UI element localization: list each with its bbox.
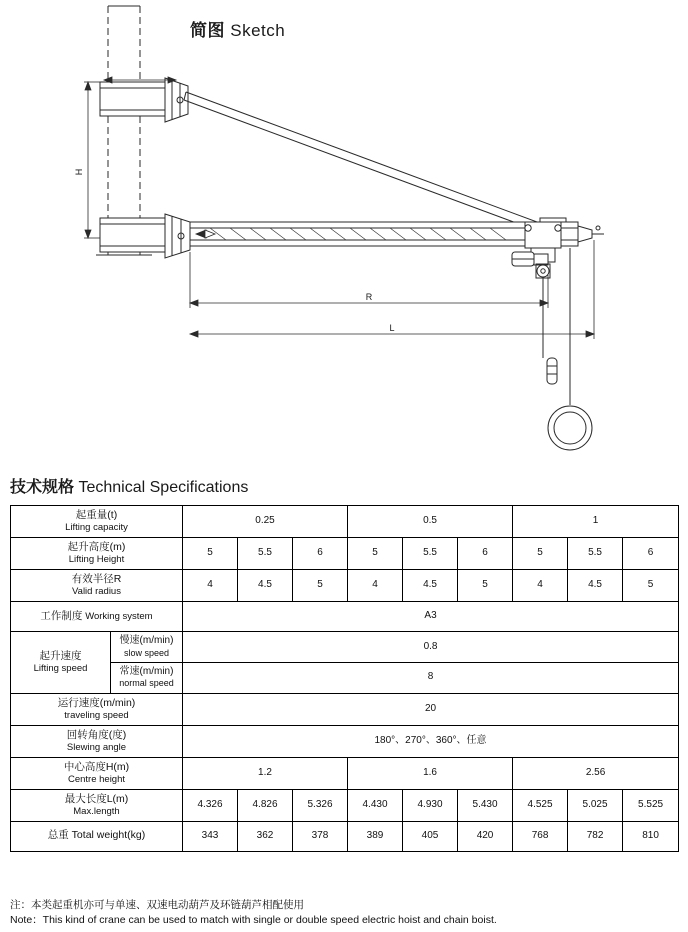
beam-end-hanger	[592, 226, 604, 234]
cell-maxlen-6: 4.525	[513, 789, 568, 821]
cell-maxlen-8: 5.525	[623, 789, 679, 821]
cell-weight-5: 420	[458, 821, 513, 851]
label-en: traveling speed	[64, 709, 129, 721]
label-cn: 慢速(m/min)	[119, 635, 174, 646]
row-label-lifting-speed	[11, 632, 111, 694]
row-label-lifting-height	[11, 538, 183, 570]
label-cn: 总重 Total weight(kg)	[47, 829, 146, 842]
cell-maxlen-0: 4.326	[183, 789, 238, 821]
row-label-slewing-angle	[11, 725, 183, 757]
cell-height-3: 5	[348, 538, 403, 570]
cell-maxlen-2: 5.326	[293, 789, 348, 821]
row-label-lifting-capacity	[11, 506, 183, 538]
label-cn: 运行速度(m/min)	[57, 696, 136, 709]
sub-label-slow-speed	[111, 632, 183, 663]
jib-crane-diagram	[0, 0, 688, 462]
row-label-max-length	[11, 789, 183, 821]
table-row	[11, 632, 679, 663]
cell-radius-6: 4	[513, 570, 568, 602]
cell-maxlen-5: 5.430	[458, 789, 513, 821]
label-cn: 中心高度H(m)	[63, 760, 130, 773]
specs-table-wrap	[10, 505, 678, 852]
cell-radius-5: 5	[458, 570, 513, 602]
label-cn: 起重量(t)	[75, 509, 118, 521]
cell-maxlen-4: 4.930	[403, 789, 458, 821]
cell-height-6: 5	[513, 538, 568, 570]
cell-maxlen-7: 5.025	[568, 789, 623, 821]
table-row	[11, 570, 679, 602]
label-en: normal speed	[119, 678, 174, 689]
table-row	[11, 506, 679, 538]
cell-normal-speed: 8	[183, 662, 679, 693]
label-en: Centre height	[67, 773, 126, 785]
cell-centre-height-1: 1.6	[348, 757, 513, 789]
cell-radius-8: 5	[623, 570, 679, 602]
row-label-traveling-speed	[11, 693, 183, 725]
cell-maxlen-3: 4.430	[348, 789, 403, 821]
cell-weight-1: 362	[238, 821, 293, 851]
cell-centre-height-0: 1.2	[183, 757, 348, 789]
cell-radius-2: 5	[293, 570, 348, 602]
label-en: Max.length	[73, 805, 120, 817]
cell-capacity-1: 0.5	[348, 506, 513, 538]
cell-radius-0: 4	[183, 570, 238, 602]
cell-height-8: 6	[623, 538, 679, 570]
label-en: slow speed	[123, 647, 170, 658]
table-row	[11, 725, 679, 757]
sketch-title-cn: 简图	[190, 21, 225, 40]
table-row	[11, 602, 679, 632]
specs-title-cn: 技术规格	[10, 479, 75, 496]
label-cn: 起升速度	[39, 649, 82, 662]
lower-mount-bracket	[100, 218, 165, 252]
specs-title-en: Technical Specifications	[78, 479, 249, 496]
cell-height-4: 5.5	[403, 538, 458, 570]
row-label-centre-height	[11, 757, 183, 789]
cell-height-1: 5.5	[238, 538, 293, 570]
upper-mount-bracket	[100, 82, 165, 116]
table-row	[11, 757, 679, 789]
tie-rod	[184, 92, 556, 237]
sketch-title-en: Sketch	[230, 21, 286, 40]
note-line-cn: 注：本类起重机亦可与单速、双速电动葫芦及环链葫芦相配使用	[10, 899, 304, 911]
label-en: Lifting speed	[33, 662, 88, 674]
cell-weight-8: 810	[623, 821, 679, 851]
cell-radius-3: 4	[348, 570, 403, 602]
label-en: Working system	[85, 610, 153, 622]
cell-weight-2: 378	[293, 821, 348, 851]
cell-radius-1: 4.5	[238, 570, 293, 602]
cell-capacity-0: 0.25	[183, 506, 348, 538]
cell-height-2: 6	[293, 538, 348, 570]
footer-note	[10, 898, 497, 927]
cell-weight-3: 389	[348, 821, 403, 851]
dimension-label-R: R	[365, 292, 373, 302]
label-cn: 工作制度	[40, 609, 83, 622]
specs-title	[10, 474, 248, 497]
cell-centre-height-2: 2.56	[513, 757, 679, 789]
cell-weight-0: 343	[183, 821, 238, 851]
label-en: Lifting Height	[68, 554, 125, 566]
label-en: Slewing angle	[66, 741, 127, 753]
label-cn: 回转角度(度)	[66, 728, 127, 741]
cell-radius-7: 4.5	[568, 570, 623, 602]
pendant-control	[547, 358, 557, 384]
table-row	[11, 662, 679, 693]
label-en: Lifting capacity	[65, 522, 128, 534]
sub-label-normal-speed	[111, 662, 183, 693]
table-row	[11, 821, 679, 851]
cell-height-7: 5.5	[568, 538, 623, 570]
cell-maxlen-1: 4.826	[238, 789, 293, 821]
table-row	[11, 693, 679, 725]
row-label-working-system	[11, 602, 183, 632]
cell-radius-4: 4.5	[403, 570, 458, 602]
hook-ring	[548, 406, 592, 450]
lower-pivot-housing	[165, 214, 190, 258]
cell-slow-speed: 0.8	[183, 632, 679, 663]
table-row	[11, 538, 679, 570]
cell-working-system: A3	[183, 602, 679, 632]
row-label-total-weight	[11, 821, 183, 851]
sketch-section	[0, 0, 688, 462]
note-line-en: Note：This kind of crane can be used to match with single or double speed electric hoist and chain boist.	[10, 913, 497, 926]
cell-height-0: 5	[183, 538, 238, 570]
cell-slewing-angle: 180°、270°、360°、任意	[183, 725, 679, 757]
cell-weight-6: 768	[513, 821, 568, 851]
table-row	[11, 789, 679, 821]
label-cn: 起升高度(m)	[67, 541, 126, 553]
cell-capacity-2: 1	[513, 506, 679, 538]
label-cn: 常速(m/min)	[119, 665, 174, 677]
cell-weight-7: 782	[568, 821, 623, 851]
cell-traveling-speed: 20	[183, 693, 679, 725]
label-cn: 最大长度L(m)	[64, 792, 129, 805]
cell-weight-4: 405	[403, 821, 458, 851]
label-en: Valid radius	[72, 586, 121, 598]
dimension-label-H: H	[74, 168, 84, 176]
row-label-valid-radius	[11, 570, 183, 602]
dimension-label-L: L	[389, 323, 395, 333]
label-cn: 有效半径R	[71, 573, 122, 585]
technical-specifications-table	[10, 505, 679, 852]
dimension-H	[84, 82, 100, 238]
cell-height-5: 6	[458, 538, 513, 570]
